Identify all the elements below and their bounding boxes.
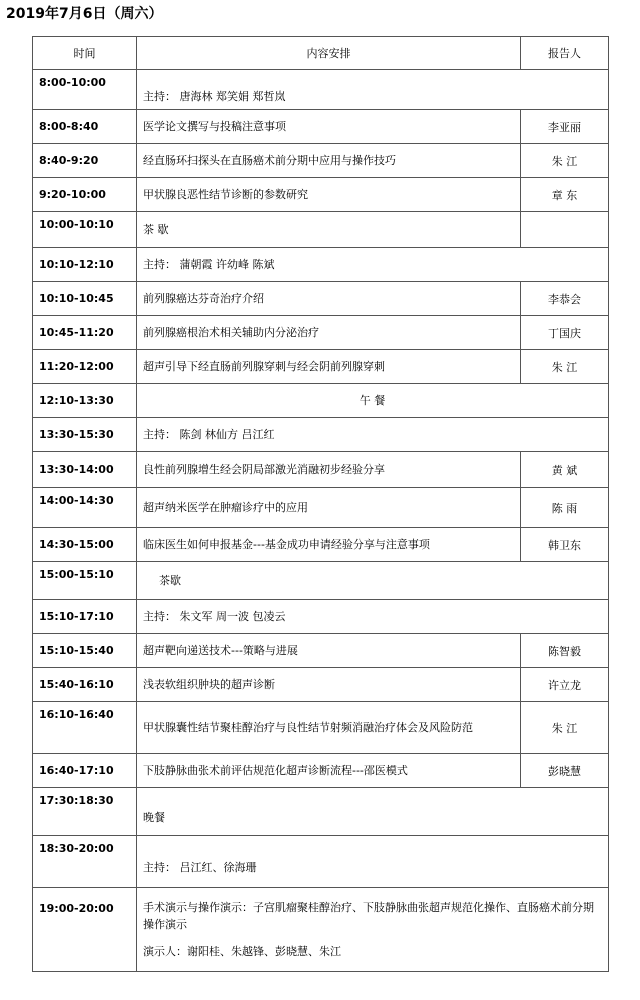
- table-row: [33, 668, 609, 702]
- row-speaker: 黄 斌: [521, 452, 609, 488]
- row-speaker: 韩卫东: [521, 528, 609, 562]
- row-speaker: 李恭会: [521, 282, 609, 316]
- row-content: 主持： 朱文军 周一波 包凌云: [137, 600, 609, 634]
- table-row: [33, 282, 609, 316]
- row-content: 茶歇: [137, 562, 609, 600]
- row-time: 10:00-10:10: [33, 212, 137, 248]
- table-row: [33, 110, 609, 144]
- row-time: 15:40-16:10: [33, 668, 137, 702]
- row-time: 9:20-10:00: [33, 178, 137, 212]
- table-row: [33, 248, 609, 282]
- demo-presenters: 演示人：谢阳桂、朱越锋、彭晓慧、朱江: [143, 945, 341, 958]
- row-time: 16:40-17:10: [33, 754, 137, 788]
- row-content: 临床医生如何申报基金---基金成功申请经验分享与注意事项: [137, 528, 521, 562]
- row-time: 13:30-14:00: [33, 452, 137, 488]
- row-content: 午 餐: [137, 384, 609, 418]
- row-content: 晚餐: [137, 788, 609, 836]
- row-content: 超声靶向递送技术---策略与进展: [137, 634, 521, 668]
- table-row: [33, 316, 609, 350]
- date-heading: 2019年7月6日（周六）: [6, 6, 163, 22]
- table-row: [33, 528, 609, 562]
- row-time: 15:10-17:10: [33, 600, 137, 634]
- row-time: 15:00-15:10: [33, 562, 137, 600]
- row-time: 17:30:18:30: [33, 788, 137, 836]
- row-content: 超声纳米医学在肿瘤诊疗中的应用: [137, 488, 521, 528]
- row-time: 12:10-13:30: [33, 384, 137, 418]
- table-row: [33, 452, 609, 488]
- header-row: [33, 37, 609, 70]
- row-speaker: 朱 江: [521, 702, 609, 754]
- table-row: [33, 350, 609, 384]
- table-row: [33, 788, 609, 836]
- row-speaker: 彭晓慧: [521, 754, 609, 788]
- row-speaker: [521, 212, 609, 248]
- table-row: [33, 702, 609, 754]
- row-time: 15:10-15:40: [33, 634, 137, 668]
- row-speaker: 章 东: [521, 178, 609, 212]
- table-row: [33, 488, 609, 528]
- row-content: 经直肠环扫探头在直肠癌术前分期中应用与操作技巧: [137, 144, 521, 178]
- table-row: [33, 212, 609, 248]
- row-content: 良性前列腺增生经会阴局部激光消融初步经验分享: [137, 452, 521, 488]
- row-time: 10:10-12:10: [33, 248, 137, 282]
- row-speaker: 丁国庆: [521, 316, 609, 350]
- row-content: 超声引导下经直肠前列腺穿刺与经会阴前列腺穿刺: [137, 350, 521, 384]
- row-time: 8:00-10:00: [33, 70, 137, 110]
- header-content: 内容安排: [137, 37, 521, 70]
- row-content: 茶 歇: [137, 212, 521, 248]
- row-speaker: 陈 雨: [521, 488, 609, 528]
- row-content: 主持： 唐海林 郑笑娟 郑哲岚: [137, 70, 609, 110]
- header-speaker: 报告人: [521, 37, 609, 70]
- row-content: 甲状腺良恶性结节诊断的参数研究: [137, 178, 521, 212]
- row-content: 下肢静脉曲张术前评估规范化超声诊断流程---邵医模式: [137, 754, 521, 788]
- table-row: [33, 634, 609, 668]
- row-content: 医学论文撰写与投稿注意事项: [137, 110, 521, 144]
- row-speaker: 许立龙: [521, 668, 609, 702]
- table-row: [33, 418, 609, 452]
- header-time: 时间: [33, 37, 137, 70]
- table-row: [33, 178, 609, 212]
- table-row: [33, 888, 609, 972]
- row-time: 8:00-8:40: [33, 110, 137, 144]
- row-time: 14:00-14:30: [33, 488, 137, 528]
- row-content: 主持： 吕江红、徐海珊: [137, 836, 609, 888]
- table-row: [33, 754, 609, 788]
- row-content: 主持： 陈剑 林仙方 吕江红: [137, 418, 609, 452]
- row-content: 甲状腺囊性结节聚桂醇治疗与良性结节射频消融治疗体会及风险防范: [137, 702, 521, 754]
- table-row: [33, 600, 609, 634]
- row-time: 10:10-10:45: [33, 282, 137, 316]
- row-time: 10:45-11:20: [33, 316, 137, 350]
- table-row: [33, 836, 609, 888]
- row-time: 14:30-15:00: [33, 528, 137, 562]
- row-speaker: 陈智毅: [521, 634, 609, 668]
- row-content: 主持： 蒲朝霞 许幼峰 陈斌: [137, 248, 609, 282]
- schedule-table: [32, 36, 609, 972]
- demo-description: 手术演示与操作演示：子宫肌瘤聚桂醇治疗、下肢静脉曲张超声规范化操作、直肠癌术前分期操作演示: [143, 901, 594, 931]
- row-speaker: 李亚丽: [521, 110, 609, 144]
- row-content: 前列腺癌根治术相关辅助内分泌治疗: [137, 316, 521, 350]
- row-content: [137, 888, 609, 972]
- table-row: [33, 384, 609, 418]
- row-time: 13:30-15:30: [33, 418, 137, 452]
- row-speaker: 朱 江: [521, 144, 609, 178]
- table-row: [33, 70, 609, 110]
- row-time: 11:20-12:00: [33, 350, 137, 384]
- row-content: 前列腺癌达芬奇治疗介绍: [137, 282, 521, 316]
- table-row: [33, 144, 609, 178]
- row-time: 19:00-20:00: [33, 888, 137, 972]
- row-content: 浅表软组织肿块的超声诊断: [137, 668, 521, 702]
- row-time: 16:10-16:40: [33, 702, 137, 754]
- row-time: 18:30-20:00: [33, 836, 137, 888]
- table-row: [33, 562, 609, 600]
- row-time: 8:40-9:20: [33, 144, 137, 178]
- row-speaker: 朱 江: [521, 350, 609, 384]
